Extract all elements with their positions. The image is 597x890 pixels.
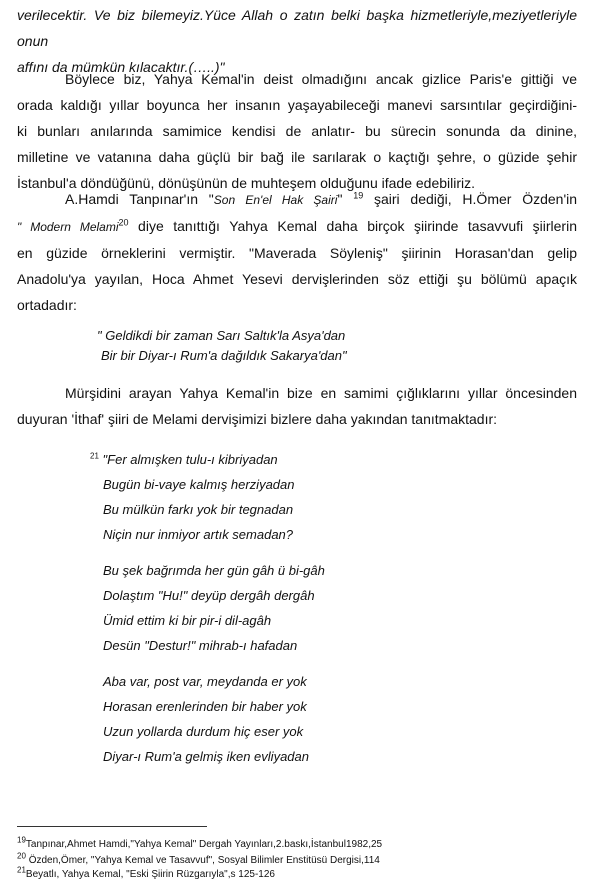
text-line: milletine ve vatanına daha güçlü bir bağ ile sarılarak o kaçtığı şehre, o güzide şehir: [17, 149, 577, 165]
work-title: " Modern Melami: [17, 220, 119, 234]
text-line: İstanbul'a döndüğünü, dönüşünün de muhteşem olduğunu ifade edebiliriz.: [17, 175, 476, 191]
poem-line: Uzun yollarda durdum hiç eser yok: [103, 724, 304, 739]
paragraph-tanpinar: [17, 186, 577, 318]
work-title: Son En'el Hak Şairi: [213, 193, 338, 207]
poem-line: Dolaştım "Hu!" deyüp dergâh dergâh: [103, 588, 315, 603]
footnote: [17, 835, 383, 852]
poem-line: Desün "Destur!" mihrab-ı hafadan: [103, 638, 298, 653]
text-line: " Modern Melami$^{20}$ diye tanıttığı Yahya Kemal daha birçok şiirinde tasavvufi şiirlerin: [17, 217, 577, 234]
footnote-ref: 20: [118, 217, 129, 228]
text-line: Mürşidini arayan Yahya Kemal'in bize en samimi çığlıklarını yıllar öncesinden: [65, 385, 577, 401]
poem-line: $^{21}$ "Fer almışken tulu-ı kibriyadan: [90, 451, 278, 467]
footnote: [17, 865, 275, 882]
footnote-number: 19: [17, 835, 26, 845]
text-line: verilecektir. Ve biz bilemeyiz.Yüce Allah o zatın belki başka hizmetleriyle,meziyetleriyle onun: [17, 7, 577, 49]
poem-ithaf: [90, 447, 325, 769]
poem-line: Horasan erenlerinden bir haber yok: [103, 699, 307, 714]
poem-line: Bugün bi-vaye kalmış herziyadan: [103, 477, 295, 492]
footnote-number: 20: [17, 851, 26, 861]
poem-line: Bu şek bağrımda her gün gâh ü bi-gâh: [103, 563, 325, 578]
paragraph-deist: [17, 66, 577, 196]
text-line: duyuran 'İthaf' şiiri de Melami dervişimizi bizlere daha yakından tanıtmaktadır:: [17, 411, 498, 427]
poem-line: Niçin nur inmiyor artık semadan?: [103, 527, 294, 542]
quote-line: Bir bir Diyar-ı Rum'a dağıldık Sakarya'dan": [101, 348, 347, 363]
text-line: ki bunları anılarında samimice kendisi de anlatır- bu sürecin sonunda da dinine,: [17, 123, 577, 139]
paragraph-ithaf: [17, 380, 577, 432]
text-line: Anadolu'ya yayılan, Hoca Ahmet Yesevi dervişlerinden söz ettiği şu bölümü apaçık: [17, 271, 577, 287]
block-quote: [97, 326, 347, 366]
footnote: [17, 851, 380, 868]
poem-line: Diyar-ı Rum'a gelmiş iken evliyadan: [103, 749, 309, 764]
footnote-text: Beyatlı, Yahya Kemal, "Eski Şiirin Rüzgarıyla",s 125-126: [25, 869, 275, 880]
text-line: Böylece biz, Yahya Kemal'in deist olmadığını ancak gizlice Paris'e gittiği ve: [65, 71, 577, 87]
footnote-divider: [17, 826, 207, 827]
footnote-ref: 19: [353, 190, 364, 201]
text-line: affını da mümkün kılacaktır.(…..)": [17, 59, 225, 75]
text-line: A.Hamdi Tanpınar'ın "Son En'el Hak Şairi" $^{19}$ şairi dediği, H.Ömer Özden'in: [65, 190, 578, 207]
footnote-text: Özden,Ömer, "Yahya Kemal ve Tasavvuf", Sosyal Bilimler Enstitüsü Dergisi,114: [28, 855, 380, 866]
text-line: en güzide örneklerini vermiştir. "Maverada Söyleniş" şiirinin Horasan'dan gelip: [17, 245, 577, 261]
text-line: orada kaldığı yıllar boyunca her insanın yaşayabileceği manevi sarsıntılar geçirdiğini-: [17, 97, 577, 113]
poem-line: Bu mülkün farkı yok bir tegnadan: [103, 502, 294, 517]
footnote-number: 21: [17, 865, 26, 875]
poem-line: Ümid ettim ki bir pir-i dil-agâh: [103, 613, 272, 628]
footnote-text: Tanpınar,Ahmet Hamdi,"Yahya Kemal" Dergah Yayınları,2.baskı,İstanbul1982,25: [25, 839, 383, 850]
footnote-ref: 21: [90, 451, 99, 461]
quote-line: " Geldikdi bir zaman Sarı Saltık'la Asya'dan: [97, 328, 346, 343]
text-line: ortadadır:: [17, 297, 77, 313]
poem-line: Aba var, post var, meydanda er yok: [103, 674, 307, 689]
